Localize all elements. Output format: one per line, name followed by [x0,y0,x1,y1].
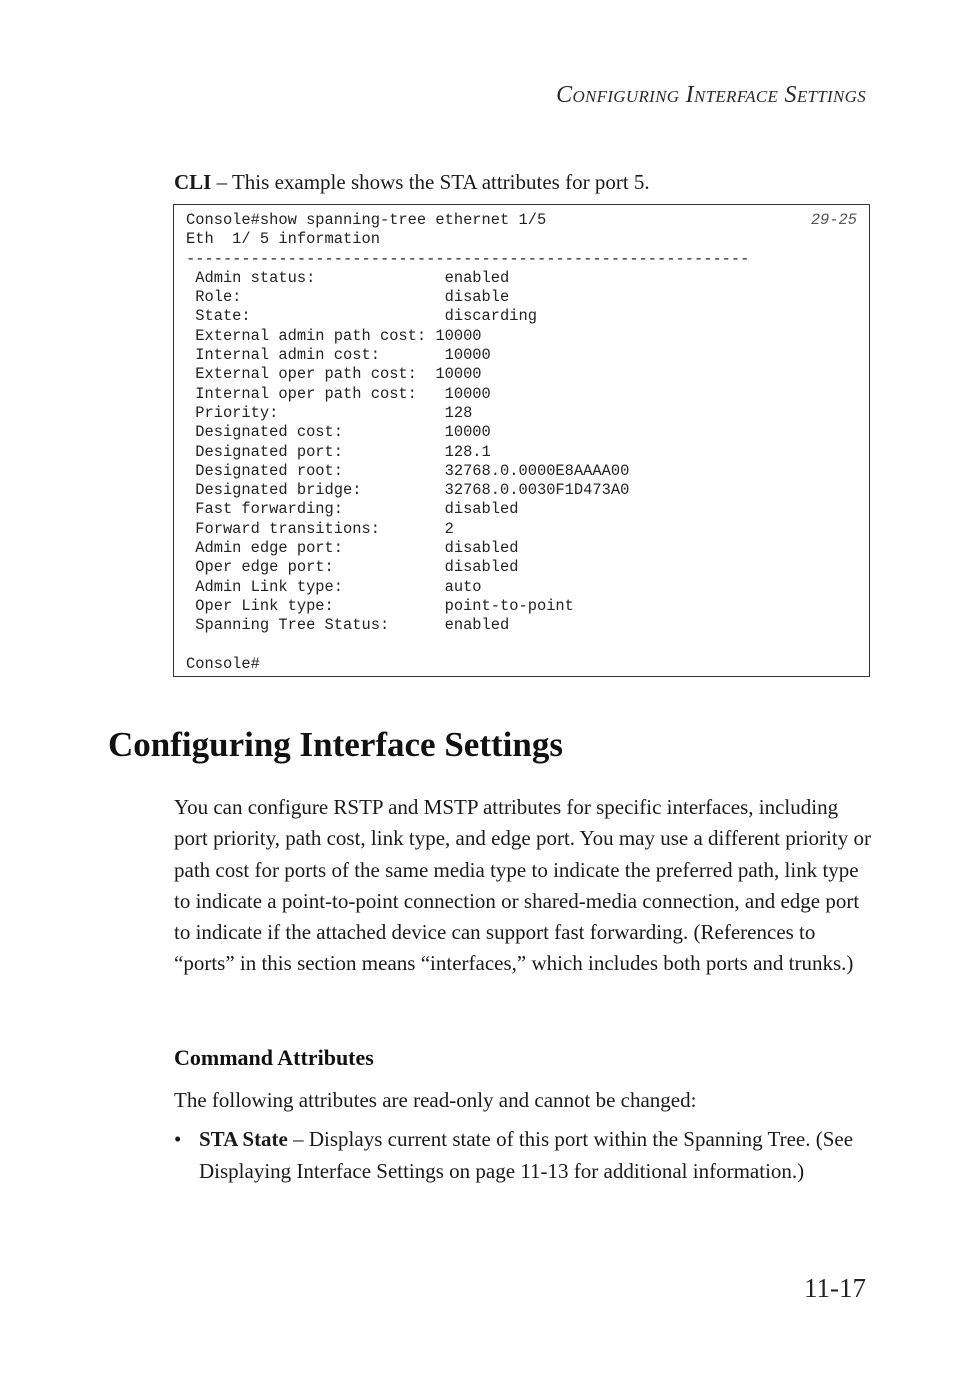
console-line: Designated root: 32768.0.0000E8AAAA00 [186,461,630,480]
bullet-term: STA State [199,1127,288,1151]
header-word-3: SETTINGS [784,82,866,108]
section-title: Configuring Interface Settings [108,725,563,764]
console-line: External admin path cost: 10000 [186,326,482,345]
attributes-intro: The following attributes are read-only and cannot be changed: [174,1088,697,1112]
console-line: State: discarding [186,307,537,326]
console-line: Designated cost: 10000 [186,423,491,442]
console-line: ------------------------------------------------------------- [186,249,750,268]
console-line: Spanning Tree Status: enabled [186,616,510,635]
cli-intro [174,168,650,196]
console-line: Forward transitions: 2 [186,519,454,538]
console-line: Admin edge port: disabled [186,539,519,558]
console-line: Priority: 128 [186,403,473,422]
header-word-2: INTERFACE [685,82,779,108]
subheading-command-attributes: Command Attributes [174,1045,374,1070]
console-line: Oper edge port: disabled [186,558,519,577]
cli-intro-text: – This example shows the STA attributes for port 5. [211,170,650,194]
console-line: Internal admin cost: 10000 [186,346,491,365]
console-line: Admin status: enabled [186,268,510,287]
page-number: 11-17 [804,1273,866,1303]
console-line: Eth 1/ 5 information [186,230,380,249]
console-output-box [173,204,870,677]
console-line: External oper path cost: 10000 [186,365,482,384]
console-line: Designated bridge: 32768.0.0030F1D473A0 [186,481,630,500]
section-paragraph: You can configure RSTP and MSTP attributes for specific interfaces, including port priority, path cost, link type, and edge port. You may use a different priority or path cost for ports of the same media type to indicate the preferred path, link type to indicate a point-to-point connection or shared-media connection, and edge port to indicate if the attached device can support fast forwarding. (References to “ports” in this section means “interfaces,” which includes both ports and trunks.) [174,795,871,976]
console-line: Console#show spanning-tree ethernet 1/5 [186,211,547,229]
console-line: Admin Link type: auto [186,577,482,596]
header-word-1: CONFIGURING [556,82,680,108]
bullet-dot-icon: • [174,1127,182,1151]
bullet-content [199,1124,874,1187]
console-line: Fast forwarding: disabled [186,500,519,519]
bullet-item-sta-state [174,1124,874,1187]
console-output [186,211,857,674]
console-line: Console# [186,654,260,673]
running-header [556,82,866,109]
cli-label: CLI [174,170,212,194]
console-line: Role: disable [186,288,510,307]
console-line: Oper Link type: point-to-point [186,596,574,615]
bullet-text: – Displays current state of this port within the Spanning Tree. (See Displaying Interface Settings on page 11-13 for additional information.) [199,1127,854,1183]
console-line: Internal oper path cost: 10000 [186,384,491,403]
console-line: Designated port: 128.1 [186,442,491,461]
console-command-reference: 29-25 [810,211,857,229]
